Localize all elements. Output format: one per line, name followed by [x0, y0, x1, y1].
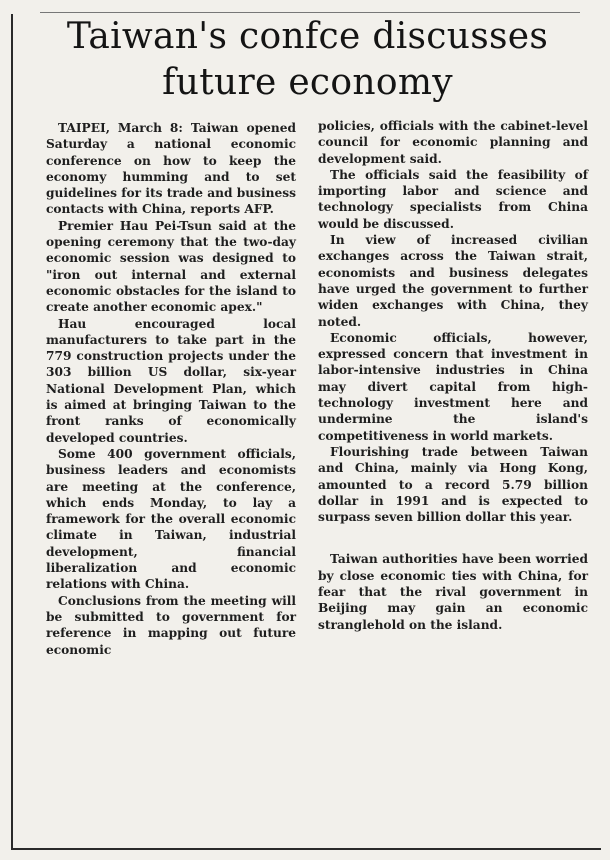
bottom-rule [11, 848, 601, 850]
paragraph-conference-attendees: Some 400 government officials, business leaders and economists are meeting at the conference, which ends Monday, to lay a framework for the overall economic climate in Taiwan, industrial development, financial liberalization and economic relations with China. [46, 446, 296, 592]
paragraph-labor-import: The officials said the feasibility of importing labor and science and technology specialists from China would be discussed. [318, 167, 588, 231]
paragraph-premier-quote: Premier Hau Pei-Tsun said at the opening ceremony that the two-day economic session was designed to "iron out internal and external economic obstacles for the island to create another economic apex." [46, 218, 296, 315]
headline [20, 14, 595, 106]
headline-line-2: future economy [162, 62, 453, 103]
paragraph-continued: policies, officials with the cabinet-level council for economic planning and development said. [318, 119, 588, 166]
top-rule [40, 12, 580, 13]
article-column-right [318, 118, 588, 633]
paragraph-civilian-exchanges: In view of increased civilian exchanges across the Taiwan strait, economists and business delegates have urged the government to further widen exchanges with China, they noted. [318, 233, 588, 329]
article-column-left [46, 120, 296, 658]
paragraph-construction-projects: Hau encouraged local manufacturers to take part in the 779 construction projects under the 303 billion US dollar, six-year National Development Plan, which is aimed at bringing Taiwan to the front ranks of economically developed countries. [46, 316, 296, 445]
paragraph-dateline: TAIPEI, March 8: Taiwan opened Saturday a national economic conference on how to keep the economy humming and to set guidelines for its trade and business contacts with China, reports AFP. [46, 121, 296, 217]
paragraph-trade-figures: Flourishing trade between Taiwan and China, mainly via Hong Kong, amounted to a record 5.79 billion dollar in 1991 and is expected to surpass seven billion dollar this year. [318, 444, 588, 525]
paragraph-stranglehold: Taiwan authorities have been worried by close economic ties with China, for fear that the rival government in Beijing may gain an economic stranglehold on the island. [318, 552, 588, 632]
headline-line-1: Taiwan's confce discusses [66, 16, 549, 57]
left-column-rule [11, 14, 13, 850]
paragraph-conclusions: Conclusions from the meeting will be submitted to government for reference in mapping out future economic [46, 593, 296, 657]
paragraph-investment-concern: Economic officials, however, expressed concern that investment in labor-intensive industries in China may divert capital from high-technology investment here and undermine the island's competitiveness in world markets. [318, 330, 588, 443]
